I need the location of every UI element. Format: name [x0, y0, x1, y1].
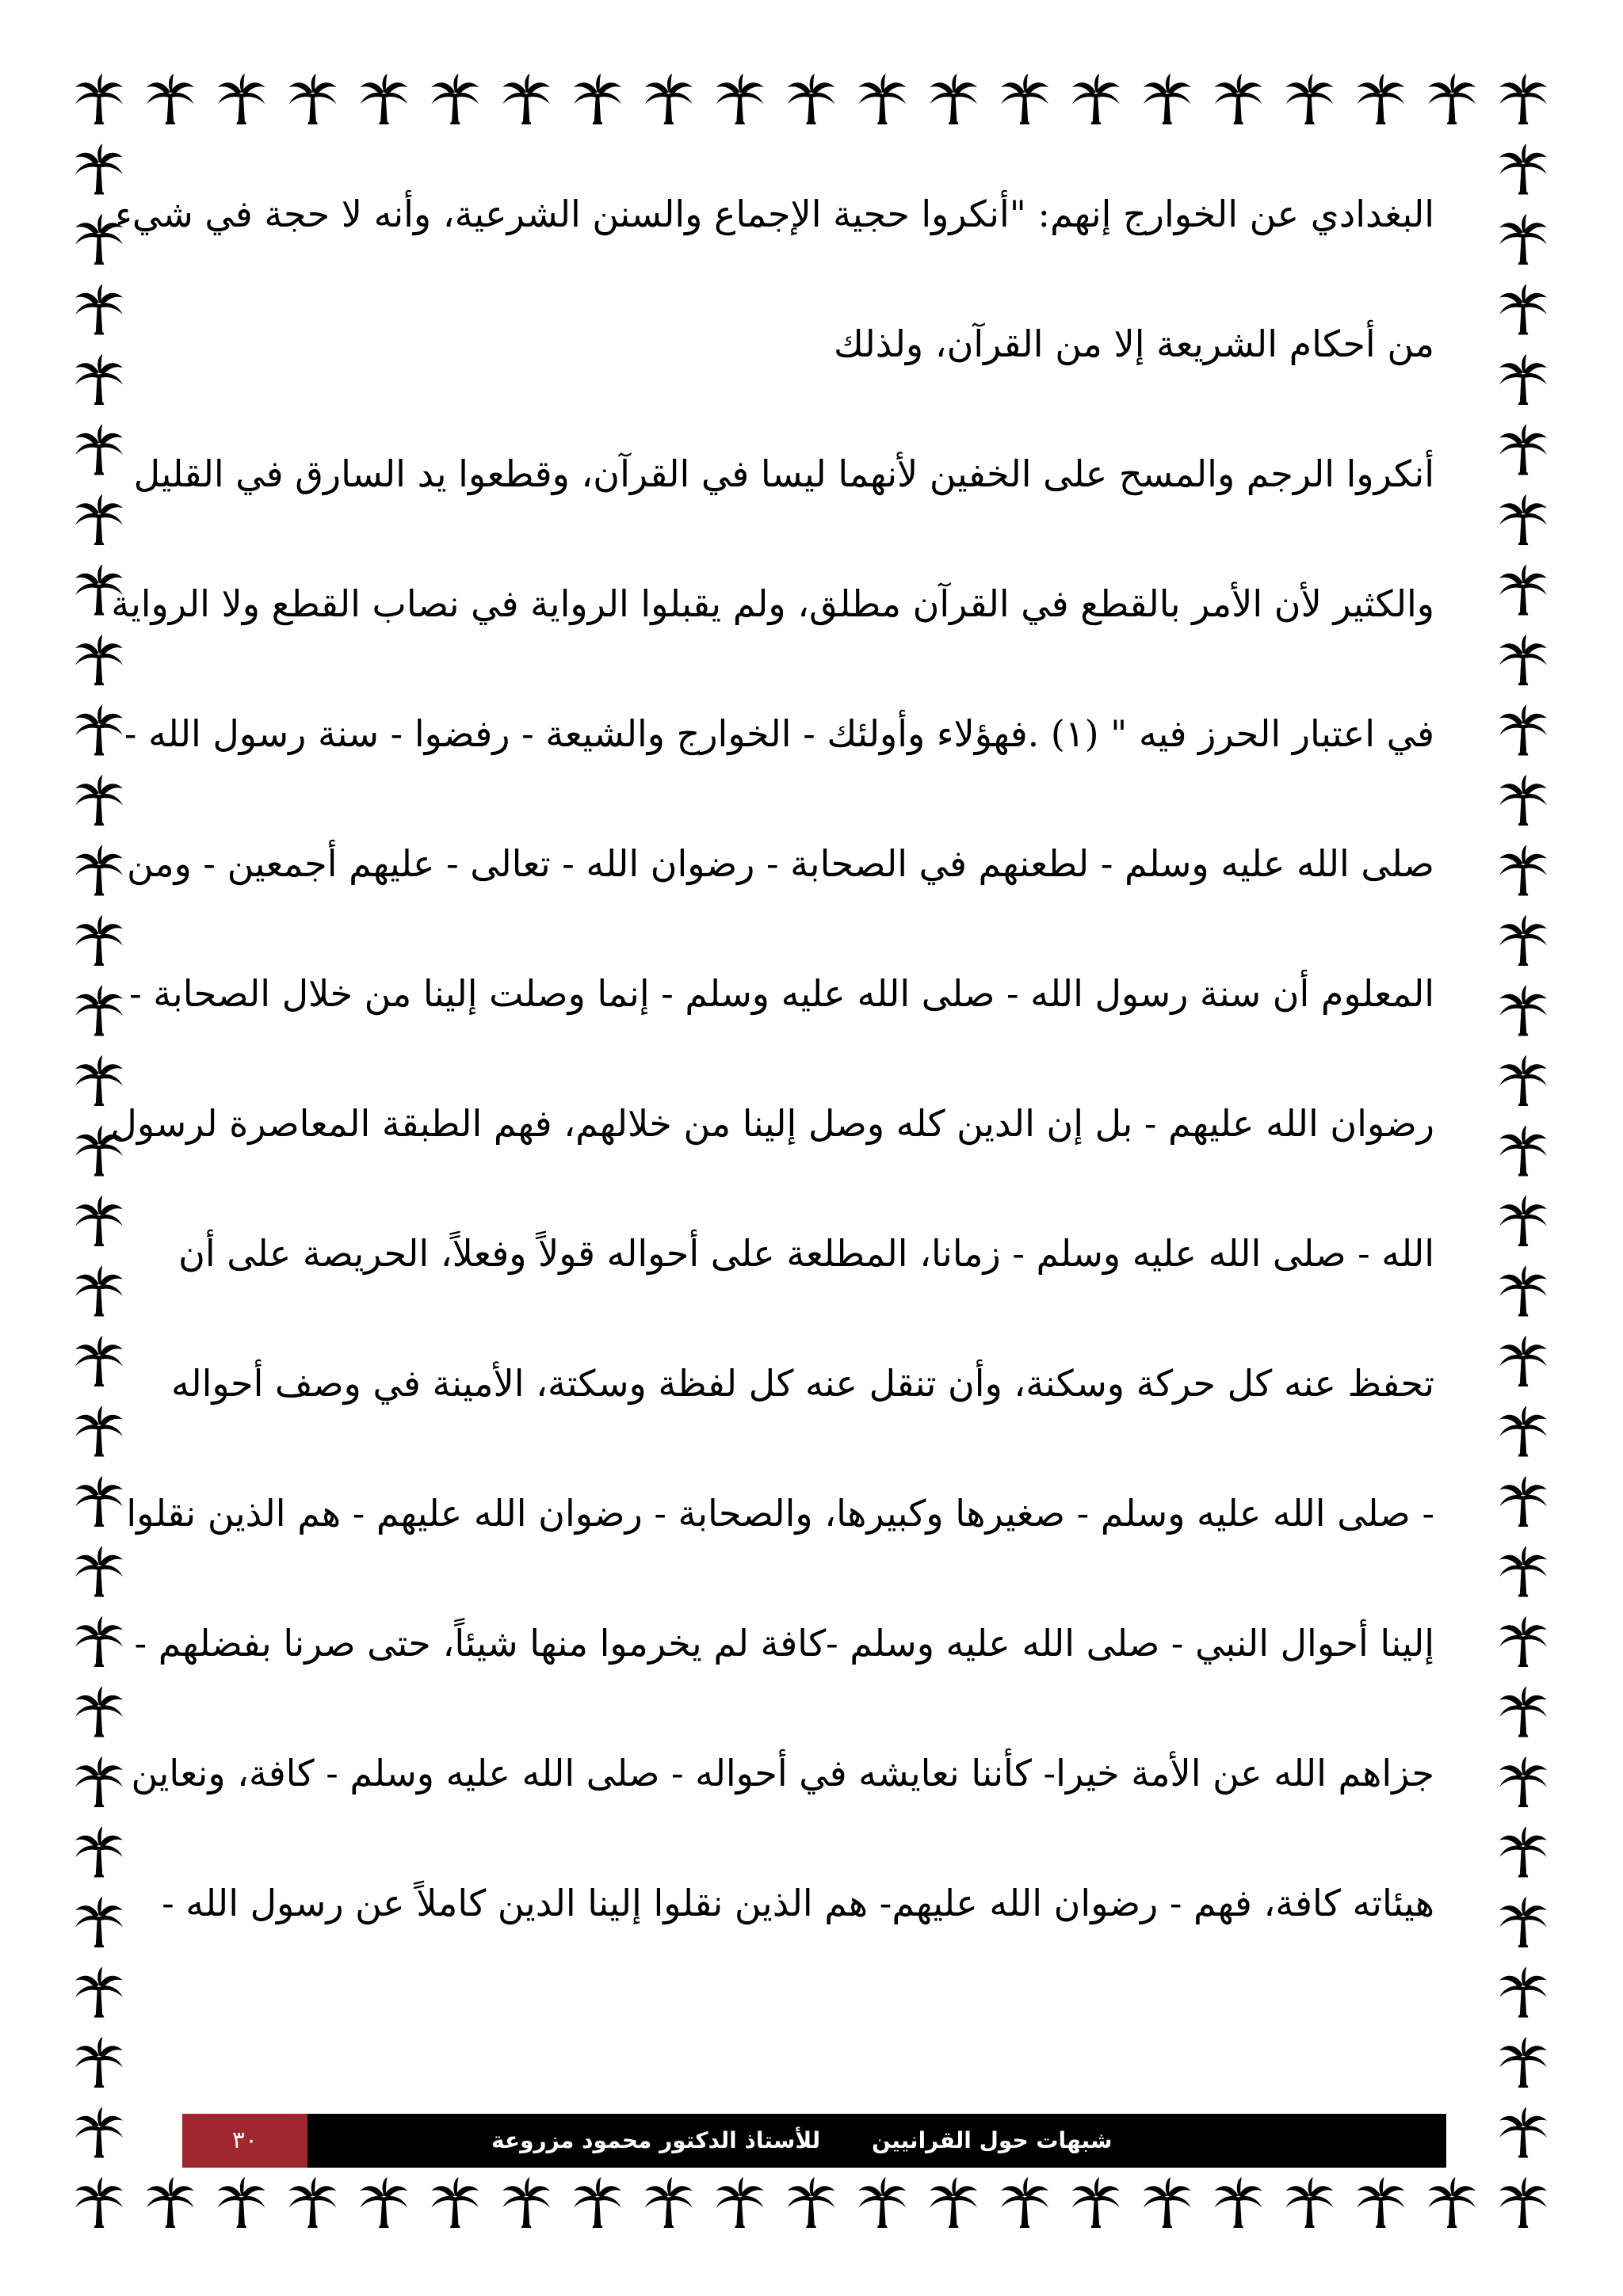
palm-tree-icon — [1499, 565, 1547, 616]
palm-tree-icon — [1499, 775, 1547, 826]
palm-tree-icon — [75, 1827, 123, 1878]
footer-book-title: شبهات حول القرانيين — [872, 2127, 1113, 2153]
palm-tree-icon — [75, 845, 123, 896]
body-line: تحفظ عنه كل حركة وسكنة، وأن تنقل عنه كل لفظة وسكتة، الأمينة في وصف أحواله — [170, 1362, 1434, 1405]
body-line: في اعتبار الحرز فيه " (١) .فهؤلاء وأولئك - الخوارج والشيعة - رفضوا - سنة رسول الله - — [124, 712, 1434, 755]
palm-tree-icon — [361, 2177, 408, 2228]
body-line: أنكروا الرجم والمسح على الخفين لأنهما ليسا في القرآن، وقطعوا يد السارق في القليل — [133, 452, 1434, 495]
palm-tree-icon — [431, 74, 479, 124]
palm-tree-icon — [75, 705, 123, 756]
palm-tree-icon — [218, 74, 265, 124]
palm-tree-icon — [1499, 1126, 1547, 1177]
palm-tree-icon — [75, 2107, 123, 2158]
palm-tree-icon — [147, 2177, 194, 2228]
palm-tree-icon — [645, 74, 693, 124]
palm-tree-icon — [1499, 1196, 1547, 1246]
body-line: إلينا أحوال النبي - صلى الله عليه وسلم -كافة لم يخرموا منها شيئاً، حتى صرنا بفضلهم - — [134, 1622, 1434, 1665]
palm-tree-icon — [1499, 1897, 1547, 1947]
palm-tree-icon — [75, 1687, 123, 1737]
palm-tree-icon — [716, 2177, 764, 2228]
palm-tree-icon — [75, 1547, 123, 1597]
palm-tree-icon — [75, 354, 123, 405]
palm-tree-icon — [1499, 845, 1547, 896]
palm-tree-icon — [75, 2177, 123, 2228]
palm-tree-icon — [1499, 214, 1547, 265]
body-line: البغدادي عن الخوارج إنهم: "أنكروا حجية الإجماع والسنن الشرعية، وأنه لا حجة في شيء — [115, 193, 1434, 235]
body-line: - صلى الله عليه وسلم - صغيرها وكبيرها، والصحابة - رضوان الله عليهم - هم الذين نقلوا — [126, 1492, 1434, 1535]
palm-tree-icon — [1357, 74, 1404, 124]
palm-tree-icon — [1428, 74, 1476, 124]
footer-author: للأستاذ الدكتور محمود مزروعة — [491, 2127, 821, 2153]
palm-tree-icon — [1499, 1756, 1547, 1807]
palm-tree-icon — [75, 635, 123, 685]
palm-tree-icon — [1499, 2177, 1547, 2228]
palm-tree-icon — [1499, 284, 1547, 335]
palm-tree-icon — [75, 284, 123, 335]
palm-tree-icon — [1499, 1055, 1547, 1106]
palm-tree-icon — [1499, 1266, 1547, 1317]
palm-tree-icon — [289, 74, 337, 124]
palm-tree-icon — [1499, 635, 1547, 685]
body-line: والكثير لأن الأمر بالقطع في القرآن مطلق، ولم يقبلوا الرواية في نصاب القطع ولا الرواية — [111, 582, 1434, 625]
body-line: رضوان الله عليهم - بل إن الدين كله وصل إلينا من خلالهم، فهم الطبقة المعاصرة لرسول — [110, 1102, 1434, 1145]
palm-tree-icon — [1499, 705, 1547, 756]
palm-tree-icon — [75, 1196, 123, 1246]
palm-tree-icon — [75, 1756, 123, 1807]
palm-tree-icon — [75, 74, 123, 124]
palm-tree-icon — [75, 1897, 123, 1947]
palm-tree-icon — [574, 2177, 621, 2228]
palm-tree-icon — [75, 2037, 123, 2088]
body-line: جزاهم الله عن الأمة خيرا- كأننا نعايشه في أحواله - صلى الله عليه وسلم - كافة، ونعاين — [131, 1752, 1434, 1794]
body-line: هيئاته كافة، فهم - رضوان الله عليهم- هم الذين نقلوا إلينا الدين كاملاً عن رسول الله - — [162, 1882, 1434, 1924]
palm-tree-icon — [1499, 2037, 1547, 2088]
palm-tree-icon — [1144, 2177, 1191, 2228]
palm-tree-icon — [1499, 1406, 1547, 1457]
palm-tree-icon — [1499, 74, 1547, 124]
palm-tree-icon — [1001, 74, 1048, 124]
palm-tree-icon — [1499, 1827, 1547, 1878]
palm-tree-icon — [788, 74, 835, 124]
body-line: الله - صلى الله عليه وسلم - زمانا، المطلعة على أحواله قولاً وفعلاً، الحريصة على أن — [178, 1232, 1434, 1275]
palm-tree-icon — [930, 2177, 977, 2228]
palm-tree-icon — [858, 2177, 906, 2228]
palm-tree-icon — [147, 74, 194, 124]
palm-tree-icon — [1499, 986, 1547, 1036]
palm-tree-icon — [930, 74, 977, 124]
palm-tree-icon — [75, 1055, 123, 1106]
palm-tree-icon — [1286, 74, 1334, 124]
palm-tree-icon — [1499, 1476, 1547, 1527]
body-line: من أحكام الشريعة إلا من القرآن، ولذلك — [833, 322, 1434, 365]
palm-tree-icon — [75, 425, 123, 475]
palm-tree-icon — [502, 74, 550, 124]
palm-tree-icon — [1144, 74, 1191, 124]
palm-tree-icon — [431, 2177, 479, 2228]
palm-tree-icon — [1499, 1336, 1547, 1386]
palm-tree-icon — [1072, 2177, 1120, 2228]
palm-tree-icon — [1286, 2177, 1334, 2228]
palm-tree-icon — [75, 1967, 123, 2018]
palm-tree-icon — [1499, 144, 1547, 195]
palm-tree-icon — [502, 2177, 550, 2228]
palm-tree-icon — [75, 494, 123, 545]
palm-tree-icon — [1428, 2177, 1476, 2228]
body-line: المعلوم أن سنة رسول الله - صلى الله عليه وسلم - إنما وصلت إلينا من خلال الصحابة - — [129, 972, 1434, 1015]
palm-tree-icon — [1215, 2177, 1262, 2228]
palm-tree-icon — [1499, 354, 1547, 405]
palm-tree-icon — [75, 986, 123, 1036]
page-number: ٣٠ — [182, 2114, 307, 2168]
palm-tree-icon — [75, 915, 123, 966]
palm-tree-icon — [218, 2177, 265, 2228]
palm-tree-icon — [75, 1476, 123, 1527]
palm-tree-icon — [1499, 1616, 1547, 1667]
palm-tree-icon — [645, 2177, 693, 2228]
palm-tree-icon — [716, 74, 764, 124]
palm-tree-icon — [75, 1336, 123, 1386]
palm-tree-icon — [1001, 2177, 1048, 2228]
palm-tree-icon — [1499, 1687, 1547, 1737]
palm-tree-icon — [1499, 2107, 1547, 2158]
palm-tree-icon — [75, 1616, 123, 1667]
palm-tree-icon — [289, 2177, 337, 2228]
palm-tree-icon — [75, 775, 123, 826]
palm-tree-icon — [1072, 74, 1120, 124]
palm-tree-icon — [858, 74, 906, 124]
palm-tree-icon — [1215, 74, 1262, 124]
palm-tree-icon — [1499, 425, 1547, 475]
palm-tree-icon — [1499, 915, 1547, 966]
palm-tree-icon — [361, 74, 408, 124]
palm-tree-icon — [788, 2177, 835, 2228]
palm-tree-icon — [75, 1406, 123, 1457]
palm-tree-icon — [1357, 2177, 1404, 2228]
palm-tree-icon — [1499, 1547, 1547, 1597]
palm-tree-icon — [1499, 1967, 1547, 2018]
palm-tree-icon — [1499, 494, 1547, 545]
palm-tree-icon — [75, 1266, 123, 1317]
body-line: صلى الله عليه وسلم - لطعنهم في الصحابة - رضوان الله - تعالى - عليهم أجمعين - ومن — [126, 842, 1434, 885]
palm-tree-icon — [574, 74, 621, 124]
palm-tree-icon — [75, 144, 123, 195]
